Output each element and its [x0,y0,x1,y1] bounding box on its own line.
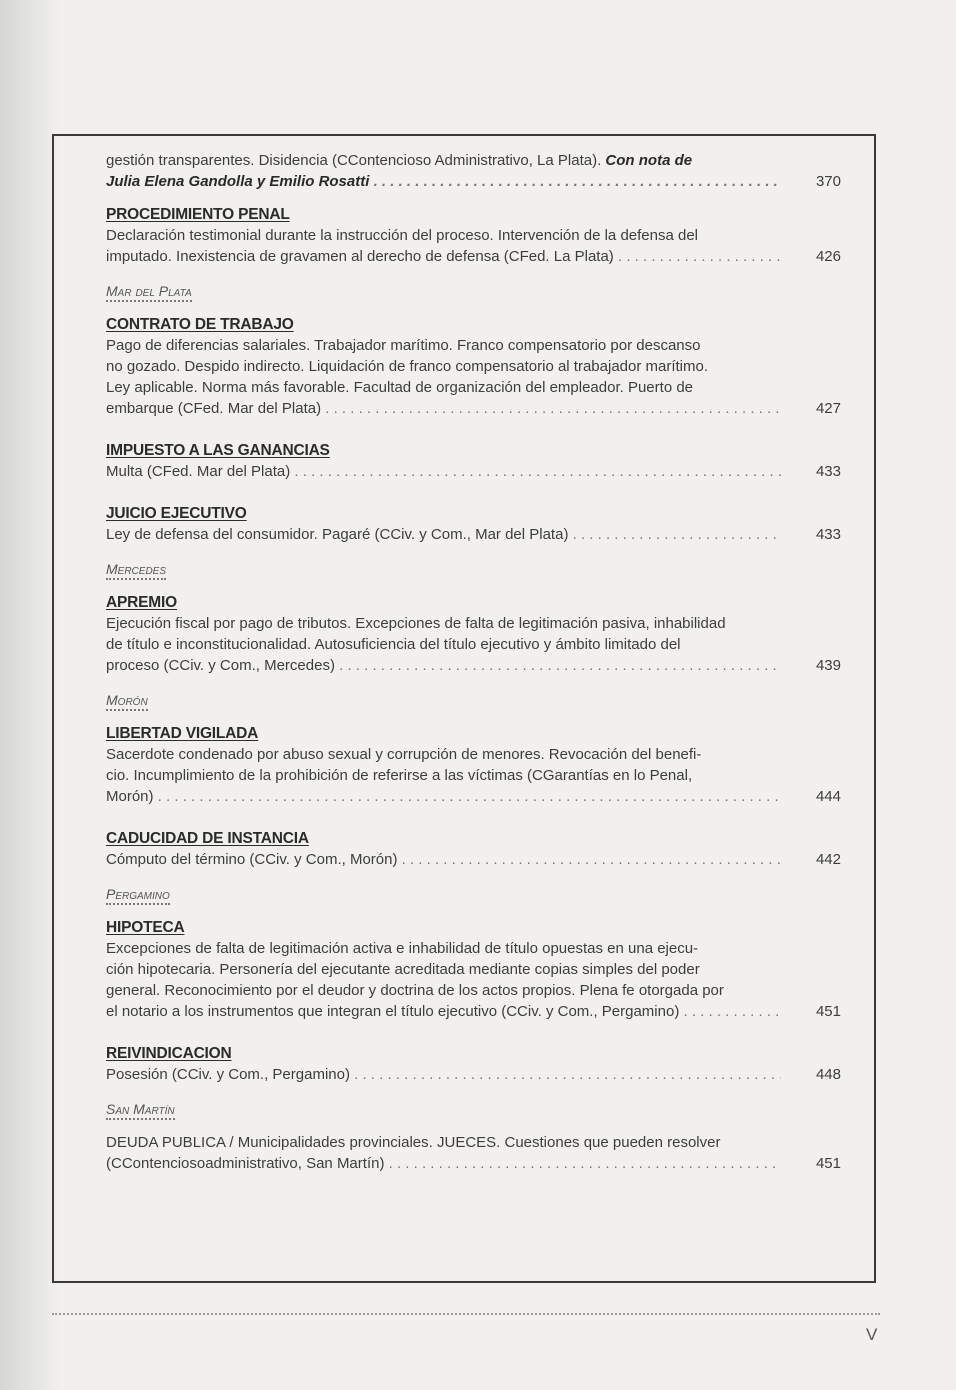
entry-reivindicacion [106,1043,841,1085]
entry-text: proceso (CCiv. y Com., Mercedes) . . . [106,655,781,676]
entry-line [106,171,841,192]
entry-heading: CADUCIDAD DE INSTANCIA [106,830,309,847]
entry-heading: CONTRATO DE TRABAJO [106,316,294,333]
entry-procedimiento-penal [106,204,841,267]
entry-heading: PROCEDIMIENTO PENAL [106,206,290,223]
entry-line: ción hipotecaria. Personería del ejecutante acreditada mediante copias simples del poder [106,961,700,978]
entry-line: Ejecución fiscal por pago de tributos. Excepciones de falta de legitimación pasiva, inhabilidad [106,615,726,632]
entry-text: embarque (CFed. Mar del Plata) . . . [106,398,781,419]
entry-line [106,1064,841,1085]
page-shadow [0,0,60,1390]
entry-juicio-ejecutivo [106,503,841,545]
entry-heading: LIBERTAD VIGILADA [106,725,259,742]
entry-text: Cómputo del término (CCiv. y Com., Morón) . . . [106,849,781,870]
entry-line: Sacerdote condenado por abuso sexual y corrupción de menores. Revocación del benefi- [106,746,702,763]
entry-hipoteca [106,917,841,1022]
place-mercedes: Mercedes [106,561,166,580]
entry-libertad-vigilada [106,723,841,807]
page-ref: 426 [815,248,841,265]
entry-line: Excepciones de falta de legitimación activa e inhabilidad de título opuestas en una ejecu- [106,940,699,957]
entry-text: Posesión (CCiv. y Com., Pergamino) . . . [106,1064,781,1085]
page-ref: 442 [815,851,841,868]
entry-line [106,1001,841,1022]
entry-text: imputado. Inexistencia de gravamen al derecho de defensa (CFed. La Plata) . . . [106,246,781,267]
note-authors: Julia Elena Gandolla y Emilio Rosatti . . . [106,171,781,192]
page-ref: 433 [815,526,841,543]
entry-heading: REIVINDICACION [106,1045,232,1062]
entry-line [106,1153,841,1174]
entry-caducidad-instancia [106,828,841,870]
place-header [106,1101,841,1120]
entry-line [106,150,781,171]
page-ref: 451 [815,1155,841,1172]
place-header [106,561,841,580]
entry-line: Pago de diferencias salariales. Trabajador marítimo. Franco compensatorio por descanso [106,337,701,354]
entry-line: DEUDA PUBLICA / Municipalidades provinciales. JUECES. Cuestiones que pueden resolver [106,1134,721,1151]
entry-line: de título e inconstitucionalidad. Autosuficiencia del título ejecutivo y ámbito limitado del [106,636,681,653]
entry-heading: APREMIO [106,594,177,611]
entry-line: Ley aplicable. Norma más favorable. Facultad de organización del empleador. Puerto de [106,379,694,396]
note-authors: Con nota de [605,152,693,169]
entry-heading: JUICIO EJECUTIVO [106,505,247,522]
page-ref: 370 [815,173,841,190]
index-content [106,150,841,1174]
page-ref: 433 [815,463,841,480]
page-ref: 451 [815,1003,841,1020]
entry-line [106,849,841,870]
entry-line: general. Reconocimiento por el deudor y doctrina de los actos propios. Plena fe otorgada por [106,982,724,999]
entry-apremio [106,592,841,676]
entry-line [106,461,841,482]
entry-deuda-publica [106,1132,841,1174]
entry-line [106,246,841,267]
entry-line [106,655,841,676]
entry-text: Morón) . . . [106,786,781,807]
entry-impuesto-ganancias [106,440,841,482]
entry-heading: IMPUESTO A LAS GANANCIAS [106,442,330,459]
entry-line: Declaración testimonial durante la instrucción del proceso. Intervención de la defensa del [106,227,699,244]
entry-text: el notario a los instrumentos que integran el título ejecutivo (CCiv. y Com., Pergamino) . . . [106,1001,781,1022]
page-ref: 448 [815,1066,841,1083]
footer-divider [52,1313,880,1315]
entry-line: cio. Incumplimiento de la prohibición de referirse a las víctimas (CGarantías en lo Penal, [106,767,693,784]
entry-heading: HIPOTECA [106,919,185,936]
entry-line [106,398,841,419]
place-san-martin: San Martín [106,1101,175,1120]
entry-contrato-de-trabajo [106,314,841,419]
entry-text: Multa (CFed. Mar del Plata) . . . [106,461,781,482]
place-header [106,283,841,302]
entry-line [106,524,841,545]
entry-continuation [106,150,841,192]
page-ref: 444 [815,788,841,805]
entry-line: no gozado. Despido indirecto. Liquidación de franco compensatorio al trabajador marítimo. [106,358,709,375]
page-ref: 439 [815,657,841,674]
entry-text: gestión transparentes. Disidencia (CContencioso Administrativo, La Plata). [106,152,602,169]
page-number: V [866,1325,878,1344]
place-moron: Morón [106,692,148,711]
place-pergamino: Pergamino [106,886,170,905]
place-mar-del-plata: Mar del Plata [106,283,192,302]
entry-text: (CContenciosoadministrativo, San Martín) . . . [106,1153,781,1174]
entry-text: Ley de defensa del consumidor. Pagaré (CCiv. y Com., Mar del Plata) . . . [106,524,781,545]
place-header [106,692,841,711]
page-ref: 427 [815,400,841,417]
entry-line [106,786,841,807]
place-header [106,886,841,905]
